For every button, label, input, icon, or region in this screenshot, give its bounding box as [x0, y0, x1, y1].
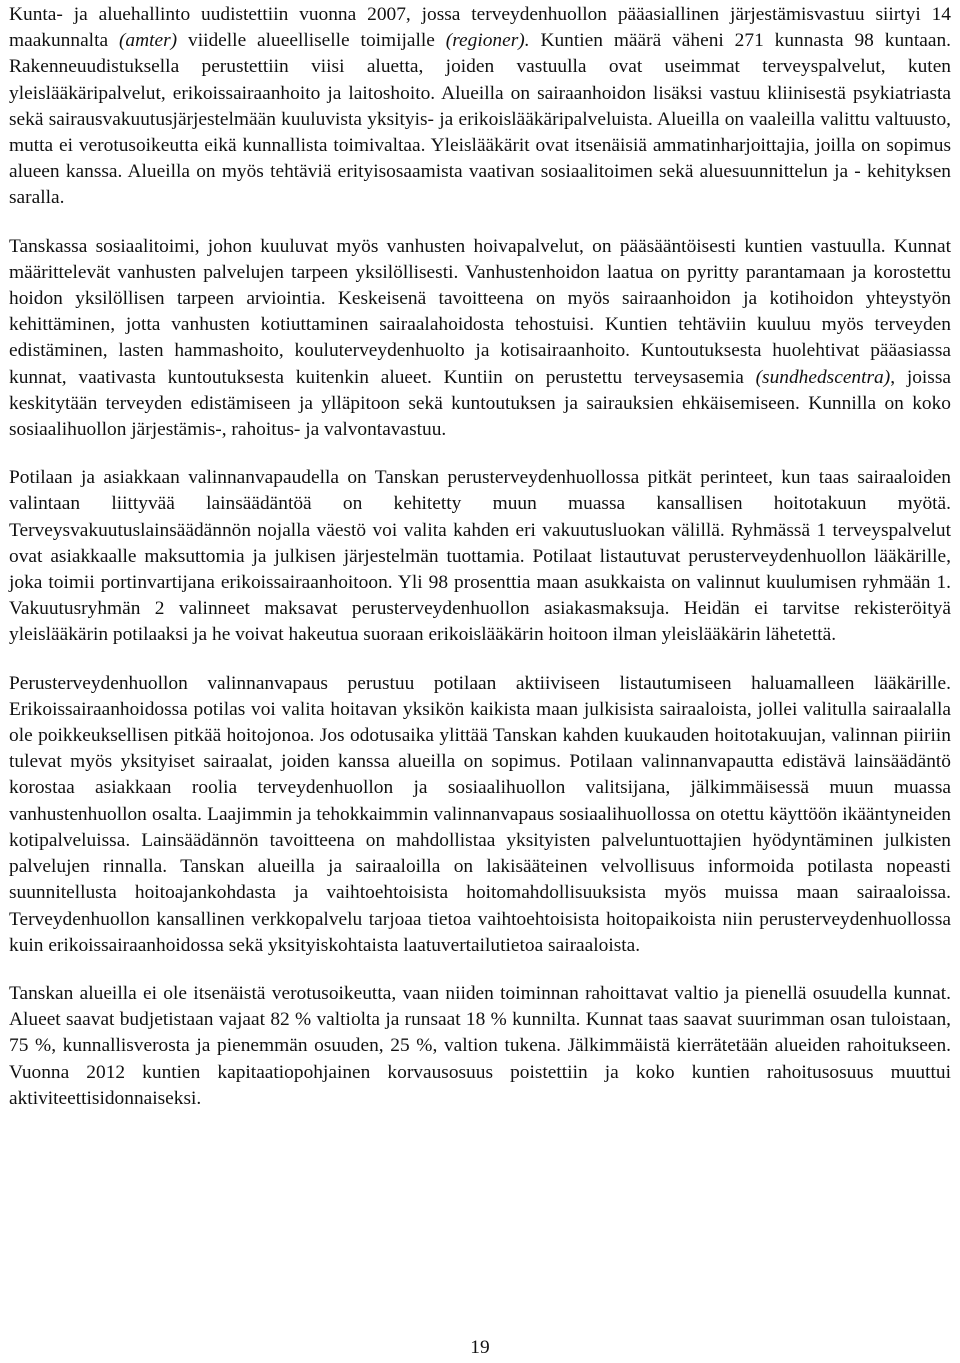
paragraph-2-text-2: , joissa keskitytään terveyden edistämiseen ja ylläpitoon sekä kuntoutuksen ja sairauksien ehkäisemiseen. Kunnilla on koko sosiaalihuollon järjestämis-, rahoitus- ja valvontavastuu. — [9, 366, 951, 441]
paragraph-1-term-regioner: (regioner). — [445, 30, 530, 52]
page-number: 19 — [470, 1337, 490, 1358]
paragraph-3-text: Potilaan ja asiakkaan valinnanvapaudella on Tanskan perusterveydenhuollossa pitkät perinteet, kun taas sairaaloiden valintaan liittyvää lainsäädäntöä on kehitetty muun muassa kansallisen hoitotakuun myötä. Terveysvakuutuslainsäädännön nojalla väestö voi valita kahden eri vakuutusluokan välillä. Ryhmässä 1 terveyspalvelut ovat asiakkaalle maksuttomia ja julkisen järjestelmän tuottamia. Potilaat listautuvat perusterveydenhuollon lääkärille, joka toimii portinvartijana erikoissairaanhoitoon. Yli 98 prosenttia maan asukkaista on valinnut kuulumisen ryhmään 1. Vakuutusryhmän 2 valinneet maksavat perusterveydenhuollon asiakasmaksuja. Heidän ei tarvitse rekisteröityä yleislääkärin potilaaksi ja he voivat hakeutua suoraan erikoislääkärin hoitoon ilman yleislääkärin lähetettä. — [9, 467, 951, 646]
paragraph-1-term-amter: (amter) — [118, 30, 178, 52]
paragraph-3 — [9, 465, 951, 648]
paragraph-2 — [9, 234, 951, 444]
paragraph-4-text: Perusterveydenhuollon valinnanvapaus perustuu potilaan aktiiviseen listautumiseen haluamalleen lääkärille. Erikoissairaanhoidossa potilas voi valita hoitavan yksikön kaikista maan julkisista sairaaloista, jollei valitulla sairaalalla ole poikkeuksellisen pitkää hoitojonoa. Jos odotusaika ylittää Tanskan kahden kuukauden hoitotakuujan, valinnan piiriin tulevat myös yksityiset sairaalat, joiden kanssa alueilla on sopimus. Potilaan valinnanvapautta edistävä lainsäädäntö korostaa asiakkaan roolia terveydenhuollon ja sosiaalihuollon valitsijana, jälkimmäisessä muun muassa vanhustenhuollon osalta. Laajimmin ja tehokkaimmin valinnanvapaus sosiaalihuollossa on otettu käyttöön ikääntyneiden kotipalveluissa. Lainsäädännön tavoitteena on mahdollistaa yksityisten palveluntuottajien hyödyntäminen julkisten palvelujen rinnalla. Tanskan alueilla ja sairaaloilla on lakisääteinen velvollisuus informoida potilasta nopeasti suunnitellusta hoitoajankohdasta ja vaihtoehtoisista hoitomahdollisuuksista myös muissa maan sairaaloissa. Terveydenhuollon kansallinen verkkopalvelu tarjoaa tietoa vaihtoehtoisista hoitopaikoista niin perusterveydenhuollossa kuin erikoissairaanhoidossa sekä yksityiskohtaista laatuvertailutietoa sairaaloista. — [9, 672, 951, 956]
paragraph-1-text-1: Kunta- ja aluehallinto uudistettiin vuonna 2007, jossa terveydenhuollon pääasiallinen järjestämisvastuu siirtyi 14 maakunnalta — [9, 4, 951, 52]
paragraph-4 — [9, 671, 951, 959]
paragraph-5-text: Tanskan alueilla ei ole itsenäistä verotusoikeutta, vaan niiden toiminnan rahoittavat valtio ja pienellä osuudella kunnat. Alueet saavat budjetistaan vajaat 82 % valtiolta ja runsaat 18 % kunnilta. Kunnat taas saavat suurimman osan tuloistaan, 75 %, kunnallisverosta ja pienemmän osuuden, 25 %, valtion tukena. Jälkimmäistä kierrätetään alueiden rahoitukseen. Vuonna 2012 kuntien kapitaatiopohjainen korvausosuus poistettiin ja koko kuntien rahoitusosuus muuttui aktiviteettisidonnaiseksi. — [9, 982, 951, 1109]
document-page — [9, 2, 951, 1134]
paragraph-1 — [9, 2, 951, 212]
paragraph-5 — [9, 981, 951, 1112]
paragraph-2-term-sundhedscentra: (sundhedscentra) — [755, 366, 891, 388]
paragraph-1-text-2: viidelle alueelliselle toimijalle — [177, 30, 446, 52]
paragraph-2-text-1: Tanskassa sosiaalitoimi, johon kuuluvat myös vanhusten hoivapalvelut, on pääsääntöisesti kuntien vastuulla. Kunnat määrittelevät vanhusten palvelujen tarpeen yksilöllisesti. Vanhustenhoidon laatua on pyritty parantamaan ja korostettu hoidon yksilöllisen tarpeen arviointia. Keskeisenä tavoitteena on myös sairaanhoidon ja kotihoidon yhteystyön kehittäminen, jotta vanhusten kotiuttaminen sairaalahoidosta tehostuisi. Kuntien tehtäviin kuuluu myös terveyden edistäminen, lasten hammashoito, kouluterveydenhuolto ja kotisairaanhoito. Kuntoutuksesta huolehtivat pääasiassa kunnat, vaativasta kuntoutuksesta kuitenkin alueet. Kuntiin on perustettu terveysasemia — [9, 235, 951, 388]
paragraph-1-text-3: Kuntien määrä väheni 271 kunnasta 98 kuntaan. Rakenneuudistuksella perustettiin viisi aluetta, joiden vastuulla ovat useimmat terveyspalvelut, kuten yleislääkäripalvelut, erikoissairaanhoito ja laitoshoito. Alueilla on sairaanhoidon lisäksi vastuu kliinisestä psykiatriasta sekä sairausvakuutusjärjestelmään kuuluvista yksityis- ja erikoislääkäripalveluista. Alueilla on vaaleilla valittu valtuusto, mutta ei verotusoikeutta eikä kunnallista toimivaltaa. Yleislääkärit ovat itsenäisiä ammatinharjoittajia, joilla on sopimus alueen kanssa. Alueilla on myös tehtäviä erityisosaamista vaativan sosiaalitoimen sekä aluesuunnittelun ja - kehityksen saralla. — [9, 30, 951, 209]
